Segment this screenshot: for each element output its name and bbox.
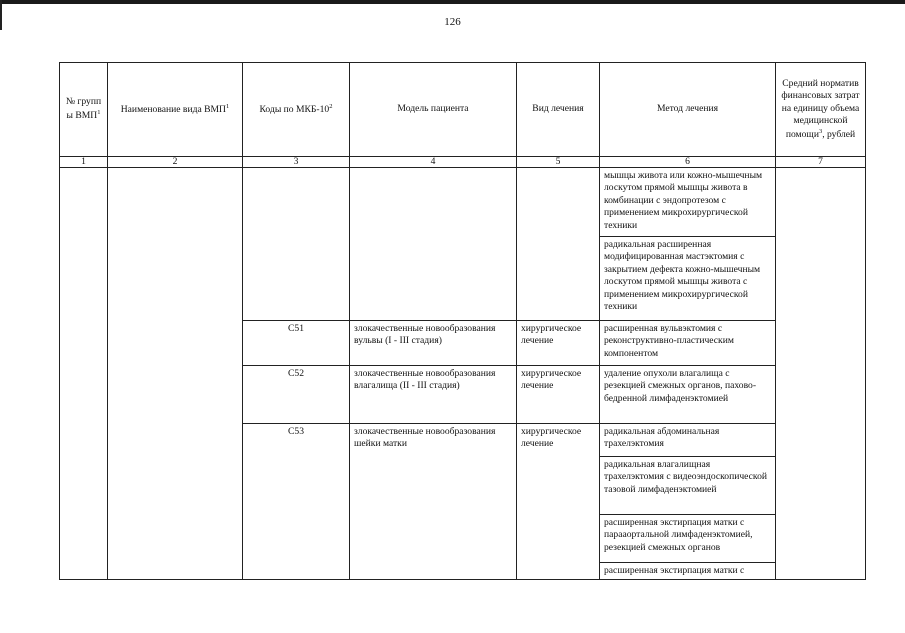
header-cost-standard-tail: , рублей <box>822 128 856 140</box>
header-vmp-name <box>108 63 243 157</box>
header-cost-standard <box>776 63 866 157</box>
vmp-table <box>59 62 866 580</box>
treatment-type-cell: хирургическое лечение <box>517 366 600 424</box>
page-top-edge <box>0 0 905 4</box>
patient-model-cell: злокачественные новообразования влагалища (II - III стадия) <box>350 366 517 424</box>
treatment-type-cell: хирургическое лечение <box>517 424 600 580</box>
patient-model-cell: злокачественные новообразования шейки матки <box>350 424 517 580</box>
patient-model-cell: злокачественные новообразования вульвы (I - III стадия) <box>350 321 517 366</box>
header-treatment-type-text: Вид лечения <box>532 103 584 115</box>
group-number-cell <box>60 168 108 580</box>
footnote-mark: 1 <box>225 102 230 110</box>
header-vmp-name-text: Наименование вида ВМП <box>120 103 226 115</box>
cost-cell <box>776 168 866 580</box>
icd-code-cell: C53 <box>243 424 350 580</box>
method-cell: радикальная влагалищная трахелэктомия с видеоэндоскопической тазовой лимфаденэктомией <box>600 457 776 515</box>
method-cell: мышцы живота или кожно-мышечным лоскутом прямой мышцы живота в комбинации с эндопротезом с применением микрохирургической техники <box>600 168 776 237</box>
icd-code-cell: C52 <box>243 366 350 424</box>
header-treatment-method <box>600 63 776 157</box>
header-cost-standard-text: Средний норматив финансовых затрат на единицу объема медицинской помощи <box>781 77 860 140</box>
header-treatment-type <box>517 63 600 157</box>
header-icd-codes-text: Коды по МКБ-10 <box>259 103 330 115</box>
footnote-mark: 1 <box>97 108 101 116</box>
method-cell: удаление опухоли влагалища с резекцией смежных органов, пахово-бедренной лимфаденэктомией <box>600 366 776 424</box>
column-number: 1 <box>60 157 108 168</box>
icd-code-cell: C51 <box>243 321 350 366</box>
header-group-number-text: № групп ы ВМП <box>65 96 102 122</box>
header-group-number <box>60 63 108 157</box>
header-patient-model-text: Модель пациента <box>397 103 469 115</box>
column-number: 7 <box>776 157 866 168</box>
footnote-mark: 3 <box>818 127 823 135</box>
header-icd-codes <box>243 63 350 157</box>
column-number: 3 <box>243 157 350 168</box>
vmp-name-cell <box>108 168 243 580</box>
method-cell: радикальная расширенная модифицированная мастэктомия с закрытием дефекта кожно-мышечным лоскутом прямой мышцы живота с применением микрохирургической техники <box>600 237 776 321</box>
icd-code-cell <box>243 168 350 321</box>
page-number: 126 <box>444 16 461 28</box>
header-row <box>60 63 866 157</box>
footnote-mark: 2 <box>329 102 333 110</box>
header-treatment-method-text: Метод лечения <box>656 103 719 115</box>
treatment-type-cell <box>517 168 600 321</box>
method-cell: расширенная экстирпация матки с <box>600 563 776 580</box>
column-number-row <box>60 157 866 168</box>
method-cell: расширенная вульвэктомия с реконструктивно-пластическим компонентом <box>600 321 776 366</box>
method-cell: радикальная абдоминальная трахелэктомия <box>600 424 776 457</box>
column-number: 2 <box>108 157 243 168</box>
treatment-type-cell: хирургическое лечение <box>517 321 600 366</box>
column-number: 4 <box>350 157 517 168</box>
table-row <box>60 168 866 237</box>
method-cell: расширенная экстирпация матки с парааортальной лимфаденэктомией, резекцией смежных органов <box>600 515 776 563</box>
header-patient-model <box>350 63 517 157</box>
column-number: 5 <box>517 157 600 168</box>
column-number: 6 <box>600 157 776 168</box>
patient-model-cell <box>350 168 517 321</box>
